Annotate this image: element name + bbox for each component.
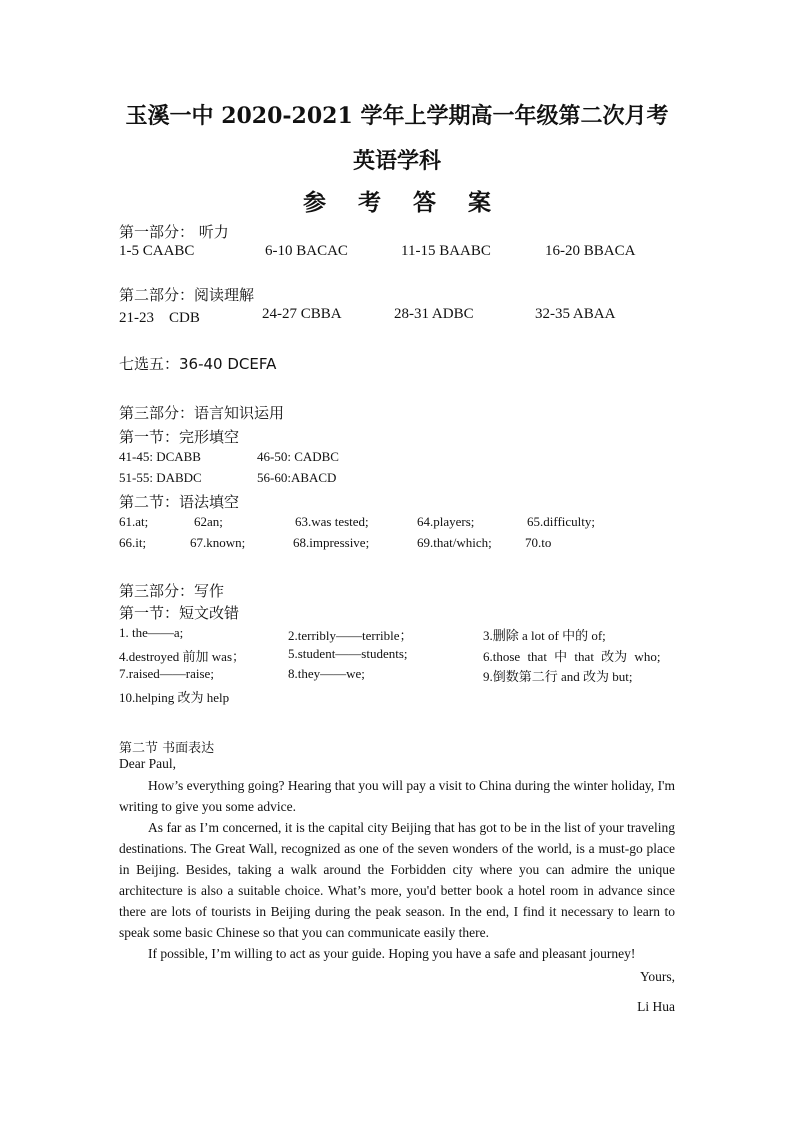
seven-choose-five-answer: 七选五：36-40 DCEFA [119,355,277,373]
listening-answer-1: 1-5 CAABC [119,243,195,259]
exam-title: 玉溪一中 2020-2021 学年上学期高一年级第二次月考 [125,103,669,129]
letter-paragraph-2: As far as I’m concerned, it is the capital city Beijing that has got to be in the list of your traveling destinations. The Great Wall, recognized as one of the seven wonders of the world, is a must-go place in Beijing. Besides, taking a walk around the Forbidden city where you can admire the unique architecture is also a suitable choice. What’s more, you'd better book a hotel room in advance since there are lots of tourists in Beijing during the peak season. In the end, I find it necessary to learn to speak some basic Chinese so that you can communicate easily there. [119,820,675,940]
correction-2: 2.terribly——terrible； [288,628,413,643]
grammar-answer-62: 62an; [194,514,223,529]
grammar-answer-68: 68.impressive; [293,535,370,550]
letter-body [119,775,675,964]
correction-9: 9.倒数第二行 and 改为 but; [483,669,633,684]
letter-signature: Li Hua [637,999,675,1014]
writing-part-label: 第三部分：写作 [119,582,225,600]
listening-answer-3: 11-15 BAABC [401,243,491,259]
letter-paragraph-1: How’s everything going? Hearing that you will pay a visit to China during the winter holiday, I'm writing to give you some advice. [119,778,675,814]
cloze-answer-1: 41-45: DCABB [119,449,201,464]
grammar-answer-69: 69.that/which; [417,535,492,550]
grammar-answer-61: 61.at; [119,514,149,529]
letter-paragraph-3: If possible, I’m willing to act as your guide. Hoping you have a safe and pleasant journey! [148,946,636,961]
grammar-section-label: 第二节：语法填空 [119,493,240,511]
grammar-answer-64: 64.players; [417,514,475,529]
grammar-answer-66: 66.it; [119,535,147,550]
correction-8: 8.they——we; [288,666,365,681]
grammar-answer-63: 63.was tested; [295,514,369,529]
subject-title: 英语学科 [352,148,441,174]
cloze-answer-3: 51-55: DABDC [119,470,202,485]
part2-label: 第二部分：阅读理解 [119,286,255,304]
part1-label: 第一部分： 听力 [119,223,229,241]
listening-answer-4: 16-20 BBACA [545,243,636,259]
correction-7: 7.raised——raise; [119,666,214,681]
reading-answer-2: 24-27 CBBA [262,306,342,322]
answer-key-title: 参 考 答 案 [302,189,504,216]
correction-4: 4.destroyed 前加 was； [119,649,246,664]
correction-1: 1. the——a; [119,625,184,640]
letter-greeting: Dear Paul, [119,756,176,771]
reading-answer-3: 28-31 ADBC [394,306,474,322]
correction-section-label: 第一节：短文改错 [119,604,240,622]
reading-answer-4: 32-35 ABAA [535,306,616,322]
grammar-answer-65: 65.difficulty; [527,514,596,529]
grammar-answer-67: 67.known; [190,535,246,550]
grammar-answer-70: 70.to [525,535,552,550]
listening-answer-2: 6-10 BACAC [265,243,348,259]
letter-closing: Yours, [639,969,675,984]
correction-10: 10.helping 改为 help [119,690,230,705]
cloze-answer-2: 46-50: CADBC [257,449,339,464]
correction-6: 6.those that 中 that 改为 who; [483,649,661,664]
writing-section-label: 第二节 书面表达 [119,741,215,756]
correction-3: 3.删除 a lot of 中的 of; [483,628,606,643]
correction-5: 5.student——students; [288,646,408,661]
part3-label: 第三部分：语言知识运用 [119,404,285,422]
cloze-answer-4: 56-60:ABACD [257,470,337,485]
cloze-section-label: 第一节：完形填空 [119,428,240,446]
reading-answer-1: 21-23 CDB [119,310,200,326]
